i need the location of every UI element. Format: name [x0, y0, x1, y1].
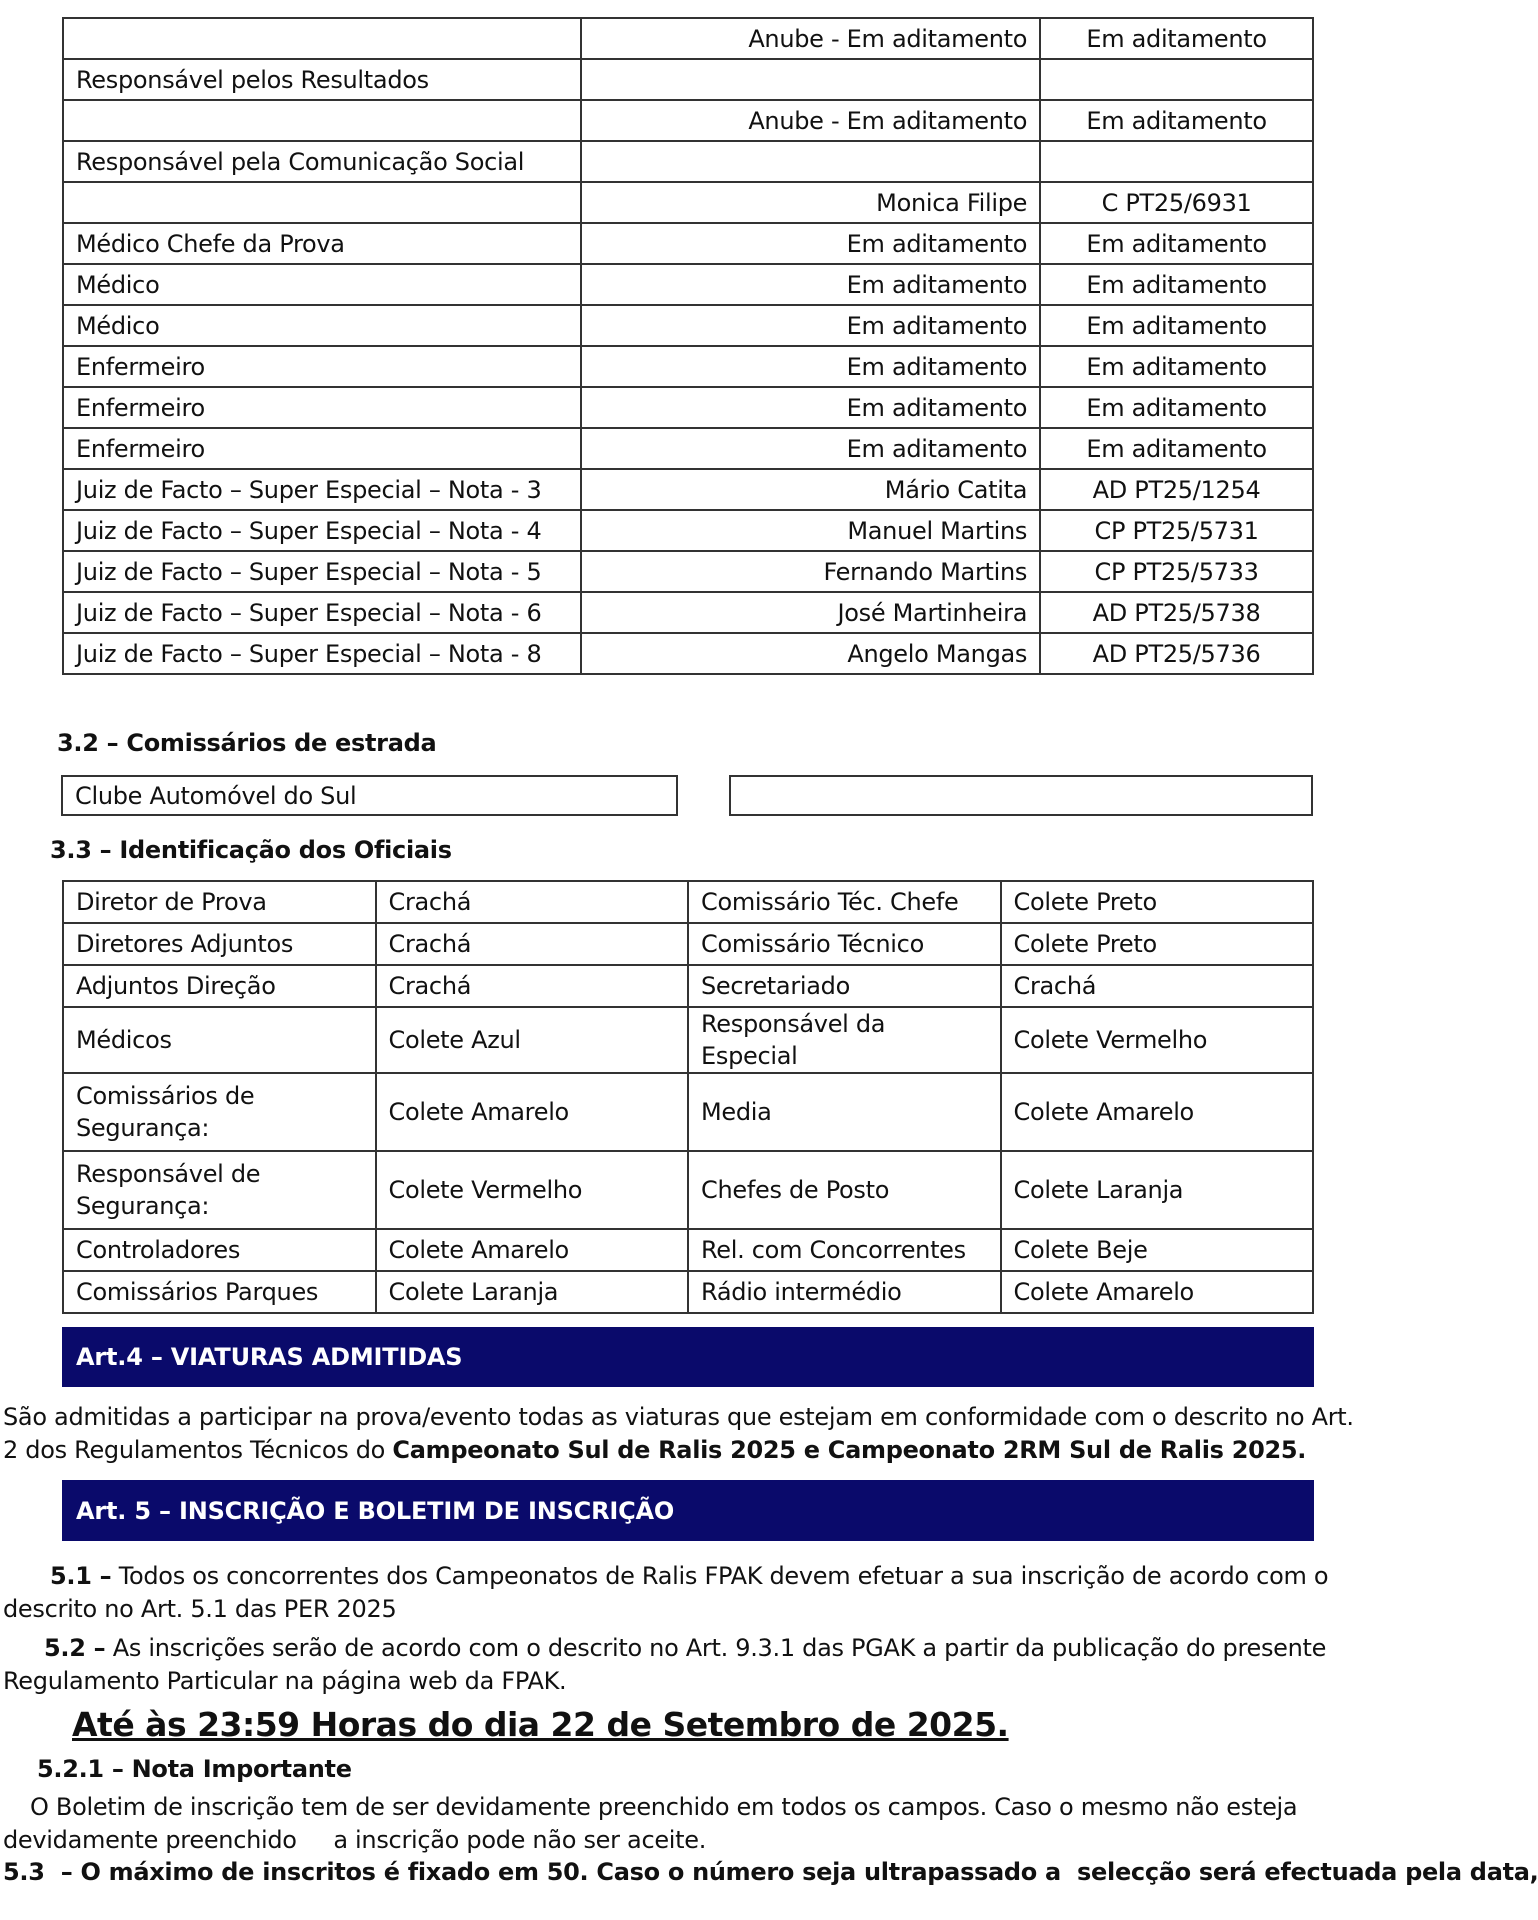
identification-cell: Rádio intermédio — [688, 1271, 1001, 1313]
identification-cell: Comissários Parques — [63, 1271, 376, 1313]
official-role-cell: Juiz de Facto – Super Especial – Nota - 6 — [63, 592, 581, 633]
identification-cell: Rel. com Concorrentes — [688, 1229, 1001, 1271]
official-license-cell: CP PT25/5733 — [1040, 551, 1313, 592]
official-role-cell: Juiz de Facto – Super Especial – Nota - 8 — [63, 633, 581, 674]
officials-identification-table — [62, 880, 1314, 1314]
table-row — [63, 510, 1313, 551]
official-role-cell: Médico — [63, 305, 581, 346]
table-row — [63, 182, 1313, 223]
official-license-cell: AD PT25/5738 — [1040, 592, 1313, 633]
identification-cell: Diretor de Prova — [63, 881, 376, 923]
road-marshals-club-box: Clube Automóvel do Sul — [61, 775, 678, 816]
table-row — [63, 346, 1313, 387]
identification-cell: Colete Preto — [1001, 923, 1314, 965]
table-row — [63, 551, 1313, 592]
official-role-cell: Enfermeiro — [63, 428, 581, 469]
official-role-cell: Responsável pela Comunicação Social — [63, 141, 581, 182]
official-name-cell: Em aditamento — [581, 428, 1040, 469]
official-name-cell: Manuel Martins — [581, 510, 1040, 551]
official-role-cell — [63, 100, 581, 141]
official-name-cell: Fernando Martins — [581, 551, 1040, 592]
art5-1-number: 5.1 – — [50, 1562, 112, 1590]
official-name-cell: Em aditamento — [581, 305, 1040, 346]
section-3-2-heading: 3.2 – Comissários de estrada — [57, 729, 437, 757]
art4-text-bold: Campeonato Sul de Ralis 2025 e Campeonato 2RM Sul de Ralis 2025. — [392, 1436, 1307, 1464]
official-role-cell: Médico Chefe da Prova — [63, 223, 581, 264]
section-3-3-heading: 3.3 – Identificação dos Oficiais — [50, 836, 452, 864]
road-marshals-empty-box — [729, 775, 1313, 816]
table-row — [63, 59, 1313, 100]
table-row — [63, 100, 1313, 141]
official-role-cell: Juiz de Facto – Super Especial – Nota - 5 — [63, 551, 581, 592]
official-license-cell: AD PT25/5736 — [1040, 633, 1313, 674]
identification-cell: Médicos — [63, 1007, 376, 1073]
table-row — [63, 223, 1313, 264]
identification-cell: Responsável de Segurança: — [63, 1151, 376, 1229]
identification-cell: Colete Vermelho — [376, 1151, 689, 1229]
table-row — [63, 305, 1313, 346]
official-name-cell: Anube - Em aditamento — [581, 100, 1040, 141]
identification-cell: Comissário Técnico — [688, 923, 1001, 965]
art5-1-paragraph — [3, 1560, 1373, 1626]
art5-2-text: As inscrições serão de acordo com o descrito no Art. 9.3.1 das PGAK a partir da publicação do presente Regulamento Particular na página web da FPAK. — [3, 1634, 1327, 1695]
official-license-cell — [1040, 59, 1313, 100]
identification-cell: Colete Preto — [1001, 881, 1314, 923]
official-role-cell: Responsável pelos Resultados — [63, 59, 581, 100]
table-row — [63, 923, 1313, 965]
table-row — [63, 141, 1313, 182]
identification-cell: Crachá — [376, 881, 689, 923]
official-license-cell: Em aditamento — [1040, 264, 1313, 305]
art4-text: São admitidas a participar na prova/evento todas as viaturas que estejam em conformidade com o descrito no Art. 2 dos Regulamentos Técnicos do — [3, 1403, 1354, 1464]
official-license-cell: Em aditamento — [1040, 305, 1313, 346]
table-row — [63, 965, 1313, 1007]
registration-deadline: Até às 23:59 Horas do dia 22 de Setembro de 2025. — [72, 1705, 1009, 1744]
official-license-cell — [1040, 141, 1313, 182]
official-role-cell — [63, 182, 581, 223]
identification-cell: Crachá — [1001, 965, 1314, 1007]
art4-paragraph — [3, 1401, 1373, 1467]
art5-banner: Art. 5 – INSCRIÇÃO E BOLETIM DE INSCRIÇÃO — [62, 1480, 1314, 1541]
identification-cell: Adjuntos Direção — [63, 965, 376, 1007]
official-license-cell: AD PT25/1254 — [1040, 469, 1313, 510]
table-row — [63, 592, 1313, 633]
table-row — [63, 1271, 1313, 1313]
identification-cell: Comissário Téc. Chefe — [688, 881, 1001, 923]
table-row — [63, 1229, 1313, 1271]
official-role-cell: Enfermeiro — [63, 387, 581, 428]
identification-cell: Secretariado — [688, 965, 1001, 1007]
identification-cell: Crachá — [376, 923, 689, 965]
official-license-cell: Em aditamento — [1040, 346, 1313, 387]
official-role-cell — [63, 18, 581, 59]
official-name-cell: Monica Filipe — [581, 182, 1040, 223]
officials-table — [62, 17, 1314, 675]
identification-cell: Colete Amarelo — [376, 1073, 689, 1151]
identification-cell: Diretores Adjuntos — [63, 923, 376, 965]
official-name-cell: Em aditamento — [581, 223, 1040, 264]
official-license-cell: Em aditamento — [1040, 428, 1313, 469]
official-license-cell: C PT25/6931 — [1040, 182, 1313, 223]
table-row — [63, 264, 1313, 305]
art5-2-number: 5.2 – — [44, 1634, 106, 1662]
official-name-cell: Em aditamento — [581, 346, 1040, 387]
official-role-cell: Enfermeiro — [63, 346, 581, 387]
official-name-cell: Em aditamento — [581, 387, 1040, 428]
official-role-cell: Juiz de Facto – Super Especial – Nota - 3 — [63, 469, 581, 510]
official-role-cell: Juiz de Facto – Super Especial – Nota - 4 — [63, 510, 581, 551]
identification-cell: Colete Vermelho — [1001, 1007, 1314, 1073]
official-name-cell: Angelo Mangas — [581, 633, 1040, 674]
table-row — [63, 18, 1313, 59]
art4-banner: Art.4 – VIATURAS ADMITIDAS — [62, 1327, 1314, 1387]
identification-cell: Responsável da Especial — [688, 1007, 1001, 1073]
identification-cell: Colete Amarelo — [376, 1229, 689, 1271]
art5-3-paragraph: 5.3 – O máximo de inscritos é fixado em 50. Caso o número seja ultrapassado a selecção será efectuada pela data, — [3, 1858, 1538, 1886]
identification-cell: Colete Beje — [1001, 1229, 1314, 1271]
official-license-cell: Em aditamento — [1040, 100, 1313, 141]
official-name-cell: Em aditamento — [581, 264, 1040, 305]
table-row — [63, 1007, 1313, 1073]
table-row — [63, 881, 1313, 923]
table-row — [63, 387, 1313, 428]
identification-cell: Colete Azul — [376, 1007, 689, 1073]
identification-cell: Media — [688, 1073, 1001, 1151]
official-name-cell — [581, 59, 1040, 100]
identification-cell: Colete Laranja — [376, 1271, 689, 1313]
table-row — [63, 428, 1313, 469]
identification-cell: Comissários de Segurança: — [63, 1073, 376, 1151]
identification-cell: Colete Amarelo — [1001, 1073, 1314, 1151]
official-role-cell: Médico — [63, 264, 581, 305]
official-license-cell: Em aditamento — [1040, 387, 1313, 428]
official-license-cell: Em aditamento — [1040, 18, 1313, 59]
official-name-cell: Anube - Em aditamento — [581, 18, 1040, 59]
table-row — [63, 1151, 1313, 1229]
art5-1-text: Todos os concorrentes dos Campeonatos de Ralis FPAK devem efetuar a sua inscrição de acordo com o descrito no Art. 5.1 das PER 2025 — [3, 1562, 1329, 1623]
note-paragraph: O Boletim de inscrição tem de ser devidamente preenchido em todos os campos. Caso o mesmo não esteja devidamente preenchido a inscrição pode não ser aceite. — [3, 1793, 1305, 1854]
official-name-cell: José Martinheira — [581, 592, 1040, 633]
note-heading: 5.2.1 – Nota Importante — [37, 1755, 352, 1783]
identification-cell: Colete Amarelo — [1001, 1271, 1314, 1313]
identification-cell: Controladores — [63, 1229, 376, 1271]
official-license-cell: CP PT25/5731 — [1040, 510, 1313, 551]
identification-cell: Colete Laranja — [1001, 1151, 1314, 1229]
table-row — [63, 1073, 1313, 1151]
official-name-cell: Mário Catita — [581, 469, 1040, 510]
identification-cell: Chefes de Posto — [688, 1151, 1001, 1229]
identification-cell: Crachá — [376, 965, 689, 1007]
official-license-cell: Em aditamento — [1040, 223, 1313, 264]
art5-2-paragraph — [3, 1632, 1373, 1698]
table-row — [63, 633, 1313, 674]
table-row — [63, 469, 1313, 510]
official-name-cell — [581, 141, 1040, 182]
